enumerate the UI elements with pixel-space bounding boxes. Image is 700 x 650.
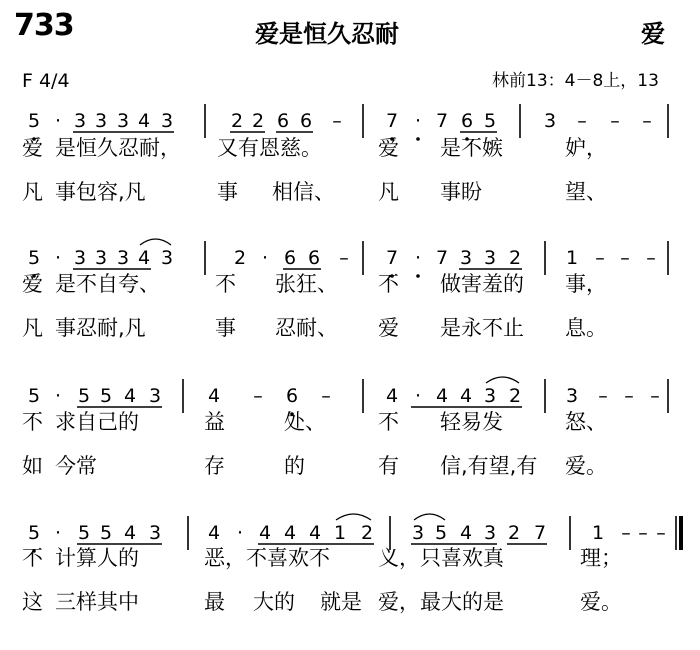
lyric-text: 大的 — [253, 590, 295, 614]
note: – — [595, 247, 605, 269]
note: 3 — [483, 522, 497, 544]
note: 6 — [283, 247, 297, 269]
lyric-text: 处、 — [284, 410, 326, 434]
note: – — [610, 110, 620, 132]
lyric-text: 不 — [378, 410, 399, 434]
note: 3 — [148, 385, 162, 407]
lyric-text: 事盼 — [440, 180, 482, 204]
lyric-text: 忍耐、 — [275, 316, 338, 340]
note: 2 — [360, 522, 374, 544]
note: 2 — [233, 247, 247, 269]
note: 3 — [116, 110, 130, 132]
lyric-text: 的 — [284, 454, 305, 478]
lyric-text: 有 — [378, 454, 399, 478]
lyric-text: 益 — [204, 410, 225, 434]
note: – — [624, 385, 634, 407]
note: 3 — [94, 247, 108, 269]
note: – — [253, 385, 263, 407]
note: · — [414, 247, 422, 269]
low-octave-dot — [416, 274, 420, 278]
lyric-text: 事 — [217, 180, 238, 204]
note: 5 — [483, 110, 497, 132]
note: 7 — [385, 247, 399, 269]
note: 4 — [258, 522, 272, 544]
note: 4 — [137, 247, 151, 269]
lyric-text: 做害羞的 — [440, 272, 524, 296]
note: 5 — [27, 110, 41, 132]
note: 4 — [207, 385, 221, 407]
note: 4 — [385, 385, 399, 407]
note: 4 — [459, 385, 473, 407]
slur — [414, 514, 445, 520]
note: 3 — [73, 110, 87, 132]
note: 2 — [251, 110, 265, 132]
note: 6 — [299, 110, 313, 132]
lyric-text: 三样其中 — [55, 590, 139, 614]
note: 3 — [116, 247, 130, 269]
note: 7 — [435, 110, 449, 132]
note: – — [646, 247, 656, 269]
note: 5 — [434, 522, 448, 544]
note: – — [650, 385, 660, 407]
note: · — [414, 385, 422, 407]
note: 3 — [94, 110, 108, 132]
note: 3 — [160, 110, 174, 132]
note: – — [638, 522, 648, 544]
note: 5 — [99, 385, 113, 407]
note: 2 — [508, 385, 522, 407]
lyric-text: 凡 — [22, 316, 43, 340]
hymn-title: 爱是恒久忍耐 — [255, 20, 399, 48]
note: 5 — [27, 247, 41, 269]
lyric-text: 又有恩慈。 — [217, 136, 322, 160]
hymn-number: 733 — [14, 8, 74, 43]
lyric-text: 不 — [378, 272, 399, 296]
lyric-text: 事 — [215, 316, 236, 340]
lyric-text: 凡 — [378, 180, 399, 204]
lyric-text: 如 — [22, 454, 43, 478]
lyric-text: 事， — [565, 272, 607, 296]
note: 7 — [435, 247, 449, 269]
note: 4 — [459, 522, 473, 544]
lyric-text: 相信、 — [272, 180, 335, 204]
note: 5 — [99, 522, 113, 544]
lyric-text: 爱，最大的是 — [378, 590, 504, 614]
lyric-text: 妒， — [565, 136, 607, 160]
note: 2 — [507, 522, 521, 544]
lyric-text: 息。 — [565, 316, 607, 340]
note: · — [54, 247, 62, 269]
note: 4 — [283, 522, 297, 544]
note: · — [414, 110, 422, 132]
note: 4 — [137, 110, 151, 132]
note: 6 — [285, 385, 299, 407]
note: – — [321, 385, 331, 407]
note: 5 — [77, 385, 91, 407]
lyric-text: 今常 — [55, 454, 97, 478]
note: 4 — [123, 522, 137, 544]
note: – — [621, 522, 631, 544]
slur — [140, 239, 171, 245]
lyric-text: 爱。 — [580, 590, 622, 614]
lyric-text: 是恒久忍耐， — [55, 136, 181, 160]
lyric-text: 爱 — [22, 272, 43, 296]
note: 1 — [591, 522, 605, 544]
lyric-text: 存 — [204, 454, 225, 478]
lyric-text: 不 — [22, 410, 43, 434]
key-signature: F 4/4 — [22, 70, 70, 92]
note: 4 — [308, 522, 322, 544]
lyric-text: 这 — [22, 590, 43, 614]
note: 2 — [230, 110, 244, 132]
lyric-text: 事包容,凡 — [55, 180, 146, 204]
note: 4 — [435, 385, 449, 407]
lyric-text: 爱 — [22, 136, 43, 160]
note: 3 — [148, 522, 162, 544]
note: · — [54, 110, 62, 132]
lyric-text: 爱。 — [565, 454, 607, 478]
note: 1 — [333, 522, 347, 544]
note: 7 — [533, 522, 547, 544]
note: 5 — [27, 385, 41, 407]
lyric-text: 恶，不喜欢不 — [204, 546, 330, 570]
note: 6 — [276, 110, 290, 132]
note: – — [598, 385, 608, 407]
note: – — [642, 110, 652, 132]
note: · — [261, 247, 269, 269]
note: · — [54, 522, 62, 544]
note: 3 — [565, 385, 579, 407]
category-tag: 爱 — [641, 20, 665, 48]
note: · — [54, 385, 62, 407]
note: 3 — [411, 522, 425, 544]
lyric-text: 就是 — [320, 590, 362, 614]
slur — [336, 514, 371, 520]
low-octave-dot — [416, 137, 420, 141]
note: 5 — [77, 522, 91, 544]
note: 2 — [508, 247, 522, 269]
lyric-text: 凡 — [22, 180, 43, 204]
lyric-text: 轻易发 — [440, 410, 503, 434]
note: – — [577, 110, 587, 132]
note: 3 — [483, 385, 497, 407]
note: – — [656, 522, 666, 544]
slur — [486, 377, 519, 383]
lyric-text: 望、 — [565, 180, 607, 204]
lyric-text: 是不自夸、 — [55, 272, 160, 296]
lyric-text: 怒、 — [565, 410, 607, 434]
note: – — [332, 110, 342, 132]
scripture-reference: 林前13：4－8上，13 — [492, 71, 659, 91]
final-barline — [679, 516, 683, 550]
note: 4 — [123, 385, 137, 407]
note: 3 — [459, 247, 473, 269]
note: 5 — [27, 522, 41, 544]
lyric-text: 是永不止 — [440, 316, 524, 340]
lyric-text: 不 — [215, 272, 236, 296]
note: 3 — [160, 247, 174, 269]
lyric-text: 最 — [204, 590, 225, 614]
note: 4 — [207, 522, 221, 544]
note: 3 — [543, 110, 557, 132]
lyric-text: 不 — [22, 546, 43, 570]
note: 6 — [307, 247, 321, 269]
note: 3 — [483, 247, 497, 269]
note: – — [620, 247, 630, 269]
note: · — [236, 522, 244, 544]
note: 1 — [565, 247, 579, 269]
lyric-text: 求自己的 — [55, 410, 139, 434]
lyric-text: 信,有望,有 — [440, 454, 538, 478]
note: 6 — [460, 110, 474, 132]
lyric-text: 是不嫉 — [440, 136, 503, 160]
lyric-text: 爱 — [378, 136, 399, 160]
lyric-text: 爱 — [378, 316, 399, 340]
lyric-text: 计算人的 — [55, 546, 139, 570]
note: – — [339, 247, 349, 269]
lyric-text: 张狂、 — [275, 272, 338, 296]
lyric-text: 事忍耐,凡 — [55, 316, 146, 340]
lyric-text: 义，只喜欢真 — [378, 546, 504, 570]
note: 7 — [385, 110, 399, 132]
lyric-text: 理； — [580, 546, 622, 570]
note: 3 — [73, 247, 87, 269]
